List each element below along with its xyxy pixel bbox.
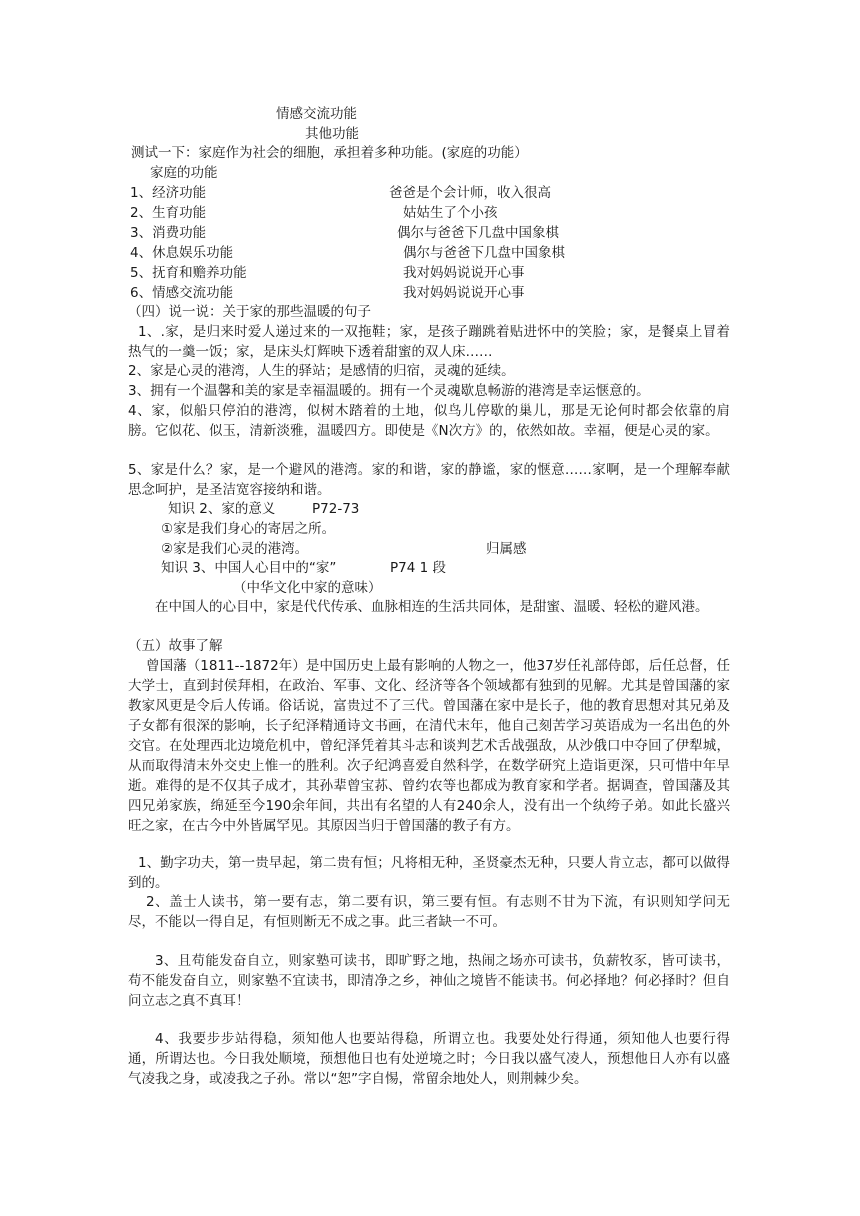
function-label: 5、抚育和赡养功能 [130, 265, 247, 281]
function-example: 爸爸是个会计师，收入很高 [389, 185, 551, 201]
sentence-4: 4、家，似船只停泊的港湾，似树木踏着的土地，似鸟儿停歇的巢儿，那是无论何时都会依靠的肩膀。它似花、似玉，清新淡雅，温暖四方。即使是《N次方》的，依然如故。幸福，便是心灵的家。 [128, 403, 730, 439]
sentence-2: 2、家是心灵的港湾，人生的驿站；是感情的归宿，灵魂的延续。 [128, 363, 515, 379]
test-intro: 测试一下：家庭作为社会的细胞，承担着多种功能。(家庭的功能） [131, 145, 528, 161]
sentence-1: 1、.家，是归来时爱人递过来的一双拖鞋；家，是孩子蹦跳着贴进怀中的笑脸；家，是餐桌上冒着热气的一羹一饭；家，是床头灯辉映下透着甜蜜的双人床…… [128, 324, 730, 360]
function-label: 4、休息娱乐功能 [130, 245, 234, 261]
story-paragraph: 曾国藩（1811--1872年）是中国历史上最有影响的人物之一，他37岁任礼部侍郎，后任总督，任大学士，直到封侯拜相，在政治、军事、文化、经济等各个领域都有独到的见解。尤其是曾国藩的家教家风更是令后人传诵。俗话说，富贵过不了三代。曾国藩在家中是长子，他的教育思想对其兄弟及子女都有很深的影响，长子纪泽精通诗文书画，在清代末年，他自己刻苦学习英语成为一名出色的外交官。在处理西北边境危机中，曾纪泽凭着其斗志和谈判艺术舌战强敌，从沙俄口中夺回了伊犁城，从而取得清末外交史上惟一的胜利。次子纪鸿喜爱自然科学，在数学研究上造诣更深，只可惜中年早逝。难得的是不仅其子成才，其孙辈曾宝荪、曾约农等也都成为教育家和学者。据调查，曾国藩及其四兄弟家族，绵延至今190余年间，共出有名望的人有240余人，没有出一个纨绔子弟。如此长盛兴旺之家，在古今中外皆属罕见。其原因当归于曾国藩的教子有方。 [128, 658, 730, 834]
knowledge-3-text: 在中国人的心目中，家是代代传承、血脉相连的生活共同体，是甜蜜、温暖、轻松的避风港。 [155, 599, 709, 615]
function-example: 我对妈妈说说开心事 [403, 265, 525, 281]
quote-3: 3、且苟能发奋自立，则家塾可读书，即旷野之地，热闹之场亦可读书，负薪牧豕，皆可读书，苟不能发奋自立，则家塾不宜读书，即清净之乡，神仙之境皆不能读书。何必择地？何必择时？但自问立志之真不真耳！ [128, 953, 730, 1009]
function-label: 2、生育功能 [130, 205, 207, 221]
function-label: 6、情感交流功能 [130, 285, 234, 301]
function-example: 姑姑生了个小孩 [403, 205, 498, 221]
function-example: 偶尔与爸爸下几盘中国象棋 [403, 245, 565, 261]
header-line-1: 情感交流功能 [276, 106, 357, 122]
quote-1: 1、勤字功夫，第一贵早起，第二贵有恒；凡将相无种，圣贤豪杰无种，只要人肯立志，都可以做得到的。 [128, 855, 730, 891]
functions-heading: 家庭的功能 [150, 165, 218, 181]
function-label: 1、经济功能 [130, 185, 207, 201]
knowledge-3-title: 知识 3、中国人心目中的“家” [161, 560, 337, 576]
function-label: 3、消费功能 [130, 225, 207, 241]
knowledge-3-subtitle: （中华文化中家的意味） [233, 580, 382, 596]
knowledge-2-item: ①家是我们身心的寄居之所。 [161, 521, 336, 537]
belonging-note: 归属感 [486, 541, 527, 557]
knowledge-2-page: P72-73 [312, 501, 360, 517]
function-example: 我对妈妈说说开心事 [403, 285, 525, 301]
section4-heading: （四）说一说：关于家的那些温暖的句子 [128, 304, 371, 320]
sentence-3: 3、拥有一个温馨和美的家是幸福温暖的。拥有一个灵魂歇息畅游的港湾是幸运惬意的。 [128, 383, 650, 399]
header-line-2: 其他功能 [305, 126, 359, 142]
function-example: 偶尔与爸爸下几盘中国象棋 [397, 225, 559, 241]
quote-2: 2、盖士人读书，第一要有志，第二要有识，第三要有恒。有志则不甘为下流，有识则知学问无尽，不能以一得自足，有恒则断无不成之事。此三者缺一不可。 [128, 894, 730, 930]
knowledge-2-title: 知识 2、家的意义 [168, 501, 276, 517]
sentence-5: 5、家是什么？家，是一个避风的港湾。家的和谐，家的静谧，家的惬意……家啊，是一个理解奉献思念呵护，是圣洁宽容接纳和谐。 [128, 462, 730, 498]
knowledge-3-page: P74 1 段 [390, 560, 446, 576]
knowledge-2-item: ②家是我们心灵的港湾。 [161, 541, 309, 557]
section5-heading: （五）故事了解 [128, 638, 223, 654]
quote-4: 4、我要步步站得稳，须知他人也要站得稳，所谓立也。我要处处行得通，须知他人也要行得通，所谓达也。今日我处顺境，预想他日也有处逆境之时；今日我以盛气凌人，预想他日人亦有以盛气凌我之身，或凌我之子孙。常以“恕”字自惕，常留余地处人，则荆棘少矣。 [128, 1031, 730, 1087]
